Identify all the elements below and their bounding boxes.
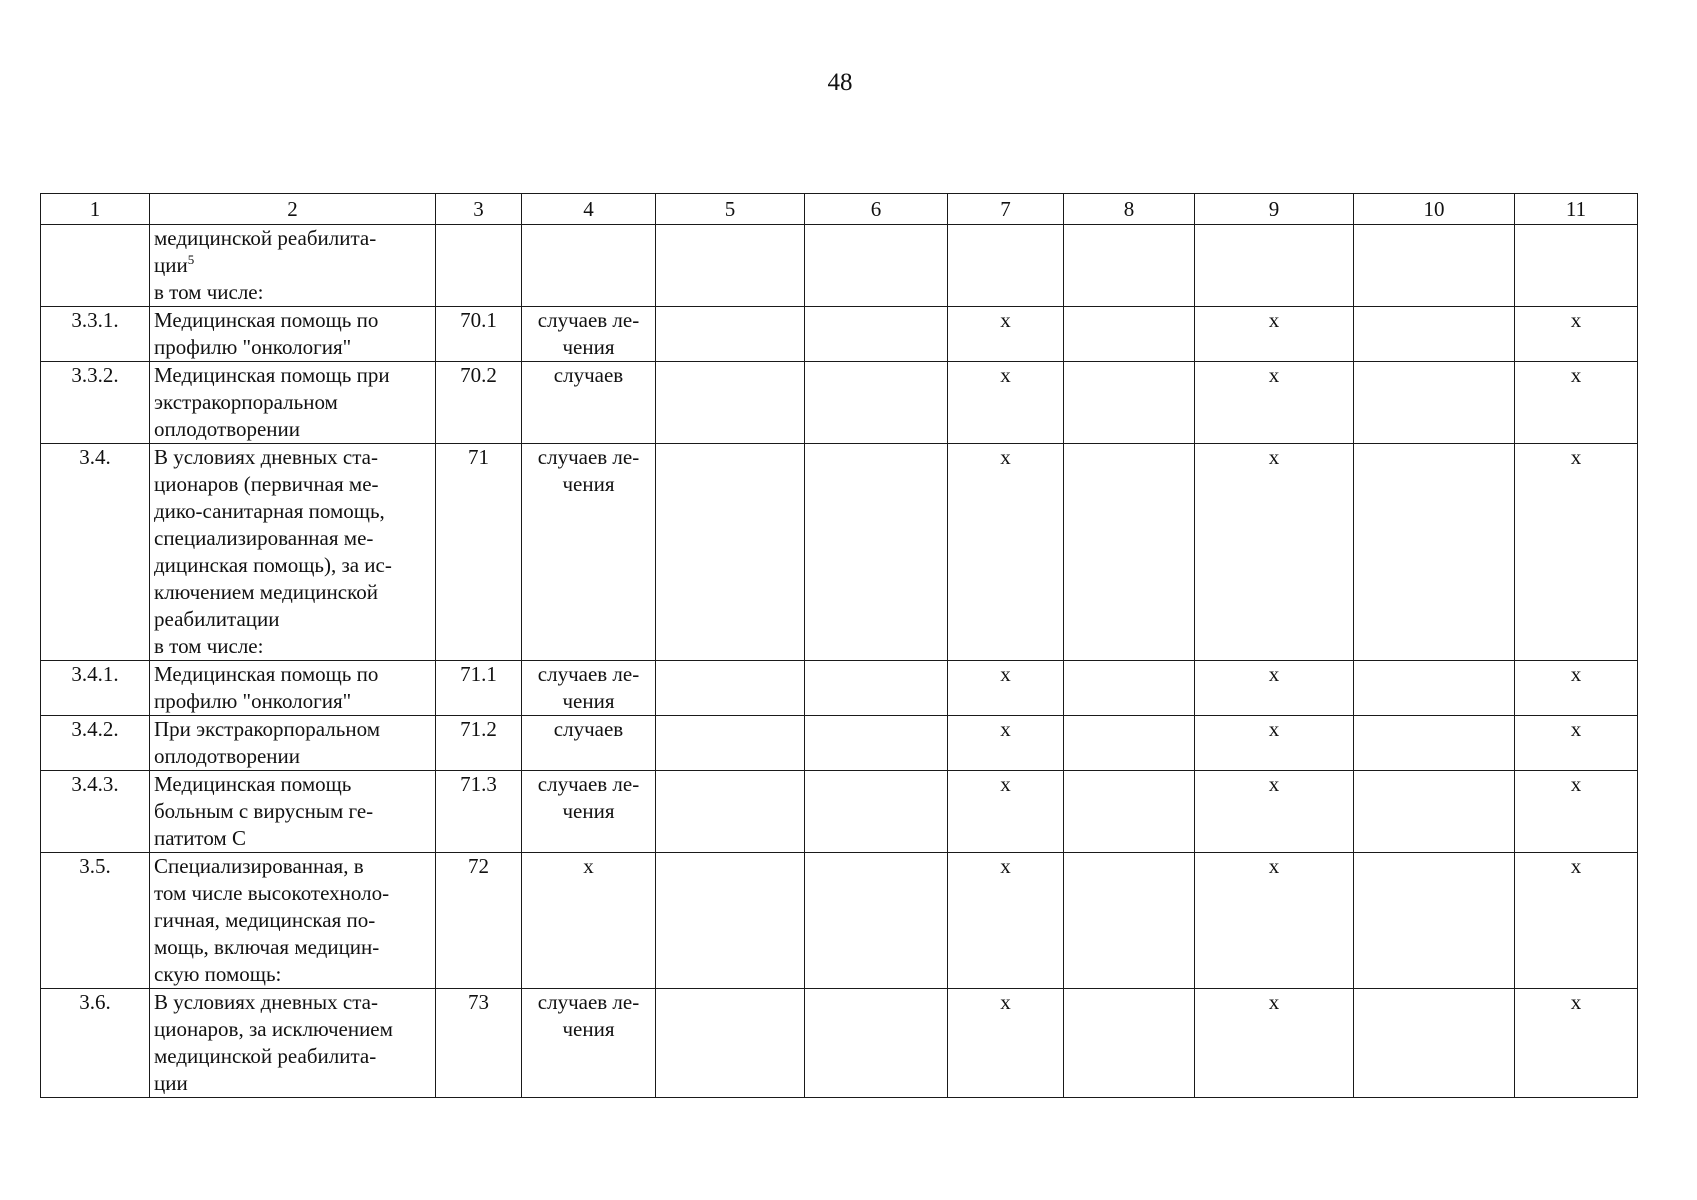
table-row bbox=[41, 661, 1638, 716]
header-cell: 6 bbox=[805, 194, 948, 225]
value-cell-c11: х bbox=[1515, 716, 1638, 771]
row-name-line: патитом С bbox=[154, 826, 246, 850]
row-name-cell bbox=[150, 661, 436, 716]
row-name-line-with-footnote bbox=[154, 252, 431, 279]
value-cell-c5 bbox=[656, 853, 805, 989]
row-name-line: дицинская помощь), за ис- bbox=[154, 553, 392, 577]
row-name-line: ции bbox=[154, 253, 188, 277]
unit-cell bbox=[522, 716, 656, 771]
row-name-cell bbox=[150, 225, 436, 307]
value-cell-c10 bbox=[1354, 362, 1515, 444]
value-cell-c6 bbox=[805, 444, 948, 661]
row-name-line: в том числе: bbox=[154, 634, 264, 658]
value-cell-c9: х bbox=[1195, 853, 1354, 989]
row-number-cell: 3.4.2. bbox=[41, 716, 150, 771]
row-name-line: скую помощь: bbox=[154, 962, 282, 986]
row-code-cell: 72 bbox=[436, 853, 522, 989]
value-cell-c9: х bbox=[1195, 716, 1354, 771]
row-name-line: оплодотворении bbox=[154, 417, 301, 441]
value-cell-c9: х bbox=[1195, 661, 1354, 716]
row-name-line: В условиях дневных ста- bbox=[154, 445, 378, 469]
row-name-cell bbox=[150, 307, 436, 362]
unit-line: случаев ле- bbox=[537, 990, 640, 1014]
row-name-cell bbox=[150, 444, 436, 661]
table-row bbox=[41, 362, 1638, 444]
empty-cell bbox=[1515, 225, 1638, 307]
header-cell: 8 bbox=[1064, 194, 1195, 225]
value-cell-c9: х bbox=[1195, 307, 1354, 362]
row-name-line: оплодотворении bbox=[154, 744, 301, 768]
value-cell-c6 bbox=[805, 362, 948, 444]
header-cell: 11 bbox=[1515, 194, 1638, 225]
row-code-cell: 73 bbox=[436, 989, 522, 1098]
value-cell-c5 bbox=[656, 661, 805, 716]
value-cell-c11: х bbox=[1515, 661, 1638, 716]
row-name-line: При экстракорпоральном bbox=[154, 717, 380, 741]
empty-cell bbox=[656, 225, 805, 307]
header-cell: 1 bbox=[41, 194, 150, 225]
row-name-cell bbox=[150, 362, 436, 444]
row-code-cell: 70.2 bbox=[436, 362, 522, 444]
value-cell-c7: х bbox=[948, 307, 1064, 362]
row-name-line: профилю "онкология" bbox=[154, 335, 352, 359]
table-row bbox=[41, 307, 1638, 362]
header-cell: 2 bbox=[150, 194, 436, 225]
row-name-line: дико-санитарная помощь, bbox=[154, 499, 385, 523]
unit-line: случаев bbox=[553, 717, 624, 741]
unit-cell bbox=[522, 661, 656, 716]
row-name-cell bbox=[150, 853, 436, 989]
unit-line: случаев ле- bbox=[537, 772, 640, 796]
value-cell-c5 bbox=[656, 716, 805, 771]
header-cell: 3 bbox=[436, 194, 522, 225]
header-cell: 7 bbox=[948, 194, 1064, 225]
value-cell-c8 bbox=[1064, 307, 1195, 362]
value-cell-c8 bbox=[1064, 989, 1195, 1098]
value-cell-c11: х bbox=[1515, 853, 1638, 989]
row-name-line: специализированная ме- bbox=[154, 526, 374, 550]
row-code-cell: 71 bbox=[436, 444, 522, 661]
row-name-line: Медицинская помощь при bbox=[154, 363, 390, 387]
empty-cell bbox=[522, 225, 656, 307]
unit-line: случаев ле- bbox=[537, 662, 640, 686]
unit-cell bbox=[522, 307, 656, 362]
unit-line: чения bbox=[562, 799, 615, 823]
value-cell-c10 bbox=[1354, 853, 1515, 989]
unit-line: чения bbox=[562, 335, 615, 359]
value-cell-c6 bbox=[805, 716, 948, 771]
table-row bbox=[41, 853, 1638, 989]
row-name-line: Специализированная, в bbox=[154, 854, 364, 878]
row-name-line: профилю "онкология" bbox=[154, 689, 352, 713]
continuation-row bbox=[41, 225, 1638, 307]
unit-line: х bbox=[583, 854, 594, 878]
row-name-line: Медицинская помощь bbox=[154, 772, 352, 796]
value-cell-c7: х bbox=[948, 661, 1064, 716]
value-cell-c10 bbox=[1354, 989, 1515, 1098]
value-cell-c8 bbox=[1064, 771, 1195, 853]
row-name-line: в том числе: bbox=[154, 280, 264, 304]
row-name-line: медицинской реабилита- bbox=[154, 1044, 377, 1068]
value-cell-c6 bbox=[805, 989, 948, 1098]
unit-cell bbox=[522, 444, 656, 661]
header-row bbox=[41, 194, 1638, 225]
value-cell-c9: х bbox=[1195, 989, 1354, 1098]
value-cell-c9: х bbox=[1195, 771, 1354, 853]
unit-cell bbox=[522, 771, 656, 853]
row-code-cell: 70.1 bbox=[436, 307, 522, 362]
unit-line: чения bbox=[562, 1017, 615, 1041]
header-cell: 5 bbox=[656, 194, 805, 225]
value-cell-c7: х bbox=[948, 989, 1064, 1098]
empty-cell bbox=[1354, 225, 1515, 307]
value-cell-c11: х bbox=[1515, 989, 1638, 1098]
unit-cell bbox=[522, 853, 656, 989]
row-name-line: мощь, включая медицин- bbox=[154, 935, 380, 959]
row-name-line: больным с вирусным ге- bbox=[154, 799, 374, 823]
row-name-line: реабилитации bbox=[154, 607, 280, 631]
table-row bbox=[41, 716, 1638, 771]
unit-cell bbox=[522, 989, 656, 1098]
row-name-line: ционаров, за исключением bbox=[154, 1017, 393, 1041]
row-number-cell: 3.3.2. bbox=[41, 362, 150, 444]
unit-cell bbox=[522, 362, 656, 444]
value-cell-c6 bbox=[805, 307, 948, 362]
row-name-line: Медицинская помощь по bbox=[154, 662, 379, 686]
value-cell-c7: х bbox=[948, 362, 1064, 444]
row-number-cell bbox=[41, 225, 150, 307]
row-code-cell: 71.1 bbox=[436, 661, 522, 716]
value-cell-c5 bbox=[656, 989, 805, 1098]
value-cell-c11: х bbox=[1515, 307, 1638, 362]
row-name-cell bbox=[150, 989, 436, 1098]
table-row bbox=[41, 989, 1638, 1098]
value-cell-c9: х bbox=[1195, 362, 1354, 444]
value-cell-c11: х bbox=[1515, 444, 1638, 661]
row-name-line: экстракорпоральном bbox=[154, 390, 338, 414]
row-number-cell: 3.4.1. bbox=[41, 661, 150, 716]
empty-cell bbox=[805, 225, 948, 307]
row-name-line: ключением медицинской bbox=[154, 580, 378, 604]
table-row bbox=[41, 771, 1638, 853]
row-code-cell: 71.3 bbox=[436, 771, 522, 853]
page-number: 48 bbox=[827, 69, 853, 96]
value-cell-c10 bbox=[1354, 716, 1515, 771]
unit-line: чения bbox=[562, 472, 615, 496]
header-cell: 9 bbox=[1195, 194, 1354, 225]
value-cell-c5 bbox=[656, 444, 805, 661]
value-cell-c8 bbox=[1064, 853, 1195, 989]
value-cell-c6 bbox=[805, 661, 948, 716]
row-code-cell: 71.2 bbox=[436, 716, 522, 771]
value-cell-c10 bbox=[1354, 444, 1515, 661]
footnote-mark: 5 bbox=[187, 252, 195, 267]
row-name-line: том числе высокотехноло- bbox=[154, 881, 390, 905]
row-name-cell bbox=[150, 771, 436, 853]
value-cell-c5 bbox=[656, 307, 805, 362]
data-table bbox=[40, 193, 1638, 1098]
value-cell-c8 bbox=[1064, 716, 1195, 771]
row-name-line: ционаров (первичная ме- bbox=[154, 472, 379, 496]
row-number-cell: 3.5. bbox=[41, 853, 150, 989]
value-cell-c7: х bbox=[948, 771, 1064, 853]
row-name-line: гичная, медицинская по- bbox=[154, 908, 376, 932]
value-cell-c11: х bbox=[1515, 362, 1638, 444]
value-cell-c6 bbox=[805, 853, 948, 989]
row-number-cell: 3.6. bbox=[41, 989, 150, 1098]
value-cell-c8 bbox=[1064, 362, 1195, 444]
unit-line: чения bbox=[562, 689, 615, 713]
header-cell: 4 bbox=[522, 194, 656, 225]
value-cell-c10 bbox=[1354, 661, 1515, 716]
empty-cell bbox=[1064, 225, 1195, 307]
row-name-line: медицинской реабилита- bbox=[154, 226, 377, 250]
value-cell-c5 bbox=[656, 362, 805, 444]
row-number-cell: 3.4.3. bbox=[41, 771, 150, 853]
table-row bbox=[41, 444, 1638, 661]
empty-cell bbox=[948, 225, 1064, 307]
row-name-line: ции bbox=[154, 1071, 188, 1095]
empty-cell bbox=[1195, 225, 1354, 307]
row-name-line: Медицинская помощь по bbox=[154, 308, 379, 332]
value-cell-c10 bbox=[1354, 771, 1515, 853]
value-cell-c10 bbox=[1354, 307, 1515, 362]
header-cell: 10 bbox=[1354, 194, 1515, 225]
unit-line: случаев ле- bbox=[537, 445, 640, 469]
row-number-cell: 3.3.1. bbox=[41, 307, 150, 362]
value-cell-c7: х bbox=[948, 853, 1064, 989]
value-cell-c8 bbox=[1064, 661, 1195, 716]
value-cell-c9: х bbox=[1195, 444, 1354, 661]
value-cell-c11: х bbox=[1515, 771, 1638, 853]
value-cell-c8 bbox=[1064, 444, 1195, 661]
value-cell-c5 bbox=[656, 771, 805, 853]
empty-cell bbox=[436, 225, 522, 307]
row-name-cell bbox=[150, 716, 436, 771]
value-cell-c6 bbox=[805, 771, 948, 853]
value-cell-c7: х bbox=[948, 444, 1064, 661]
value-cell-c7: х bbox=[948, 716, 1064, 771]
unit-line: случаев ле- bbox=[537, 308, 640, 332]
row-number-cell: 3.4. bbox=[41, 444, 150, 661]
unit-line: случаев bbox=[553, 363, 624, 387]
row-name-line: В условиях дневных ста- bbox=[154, 990, 378, 1014]
